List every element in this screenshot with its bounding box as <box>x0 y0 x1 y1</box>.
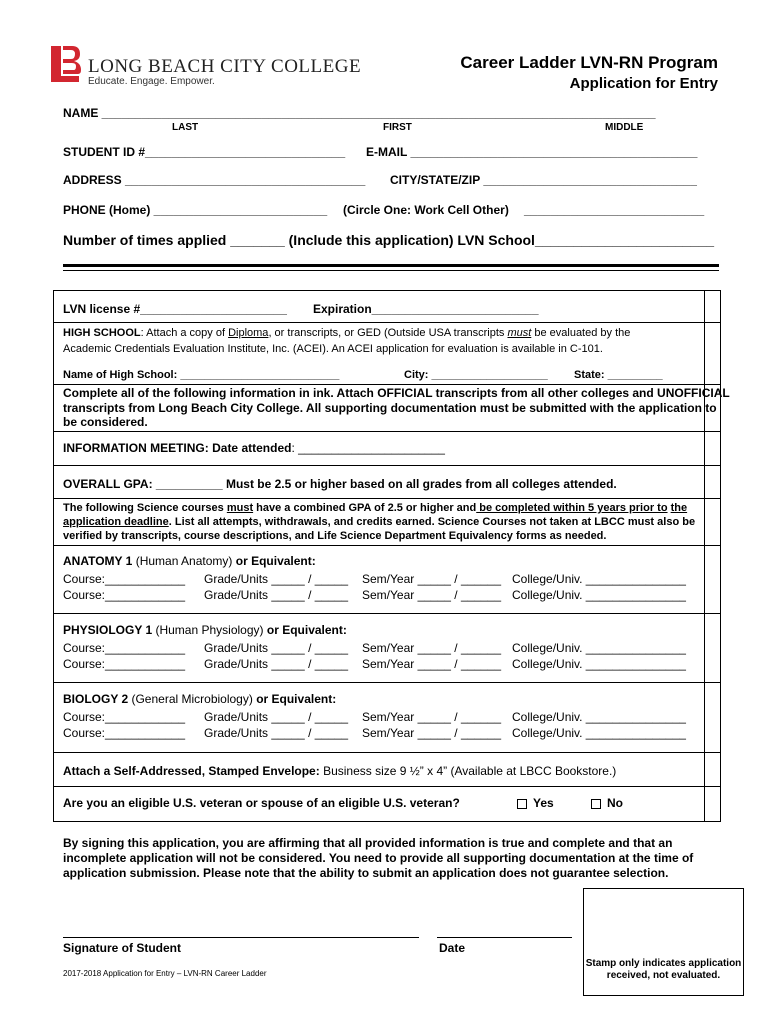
name-sublabel-middle: MIDDLE <box>605 122 644 133</box>
form-subtitle: Application for Entry <box>569 75 718 92</box>
complete-in-ink-instructions: Complete all of the following information in ink. Attach OFFICIAL transcripts from all other colleges and UNOFFICIAL transcripts from Long Beach City College. All supporting documentation must be submitted with the application to be considered. <box>63 386 730 429</box>
course-equiv: or Equivalent: <box>235 554 316 568</box>
physiology-sem-field-2[interactable]: Sem/Year _____ / ______ <box>362 657 502 671</box>
no-label: No <box>607 796 623 810</box>
course-desc: (General Microbiology) <box>128 692 257 706</box>
sci-text-5: . List all attempts, withdrawals, and credits earned. Science Courses not taken at LBCC must also be verified by transcripts, course descriptions, and Life Science Department Equivalency forms as needed. <box>63 516 696 542</box>
no-checkbox[interactable] <box>591 799 601 809</box>
veteran-question: Are you an eligible U.S. veteran or spouse of an eligible U.S. veteran? <box>63 796 460 810</box>
biology-college-field-1[interactable]: College/Univ. _______________ <box>512 710 686 724</box>
high-school-name-field[interactable]: Name of High School: __________________________ <box>63 369 340 381</box>
date-label: Date <box>439 941 466 955</box>
course-equiv: or Equivalent: <box>256 692 337 706</box>
envelope-rest: Business size 9 ½” x 4” (Available at LBCC Bookstore.) <box>319 764 617 778</box>
date-line[interactable] <box>437 937 572 938</box>
course-name: ANATOMY 1 <box>63 554 133 568</box>
sci-text-3: be completed within 5 years prior to <box>476 502 668 514</box>
high-school-city-field[interactable]: City: ___________________ <box>404 369 548 381</box>
sci-text-2: have a combined GPA of 2.5 or higher and <box>253 502 477 514</box>
row-divider <box>53 613 721 614</box>
high-school-state-field[interactable]: State: _________ <box>574 369 663 381</box>
course-desc: (Human Physiology) <box>152 623 267 637</box>
phone-type-field[interactable]: ___________________________ <box>524 203 705 217</box>
college-logo-icon <box>48 44 82 84</box>
biology-grade-field-1[interactable]: Grade/Units _____ / _____ <box>204 710 349 724</box>
anatomy-course-field-1[interactable]: Course:____________ <box>63 572 186 586</box>
info-meeting-field[interactable]: : ______________________ <box>291 441 445 455</box>
anatomy-sem-field-2[interactable]: Sem/Year _____ / ______ <box>362 588 502 602</box>
course-heading-physiology <box>63 623 347 637</box>
footer-note: 2017-2018 Application for Entry – LVN-RN Career Ladder <box>63 969 267 978</box>
info-meeting-text: INFORMATION MEETING: Date attended <box>63 441 292 455</box>
expiration-field[interactable]: Expiration_________________________ <box>313 302 539 316</box>
college-name: LONG BEACH CITY COLLEGE <box>88 56 362 77</box>
row-divider <box>53 431 721 432</box>
info-meeting-label <box>63 441 445 455</box>
course-heading-anatomy <box>63 554 316 568</box>
row-divider <box>53 682 721 683</box>
physiology-college-field-2[interactable]: College/Univ. _______________ <box>512 657 686 671</box>
yes-checkbox[interactable] <box>517 799 527 809</box>
biology-course-field-2[interactable]: Course:____________ <box>63 726 186 740</box>
physiology-sem-field-1[interactable]: Sem/Year _____ / ______ <box>362 641 502 655</box>
hs-text-2: , or transcripts, or GED (Outside USA transcripts <box>268 327 508 339</box>
biology-college-field-2[interactable]: College/Univ. _______________ <box>512 726 686 740</box>
email-field[interactable]: E-MAIL ___________________________________________ <box>366 145 698 159</box>
address-field[interactable]: ADDRESS ____________________________________ <box>63 173 366 187</box>
name-sublabel-first: FIRST <box>383 122 412 133</box>
high-school-label: HIGH SCHOOL <box>63 327 141 339</box>
sci-deadline: the application deadline <box>63 502 688 528</box>
affirmation-statement: By signing this application, you are affirming that all provided information is true and complete and that an incomplete application will not be considered. You need to provide all supporting documentation at the time of application submission. Please note that the ability to submit an application does not guarantee selection. <box>63 836 694 880</box>
hs-text-1: : Attach a copy of <box>140 327 229 339</box>
biology-course-field-1[interactable]: Course:____________ <box>63 710 186 724</box>
biology-sem-field-2[interactable]: Sem/Year _____ / ______ <box>362 726 502 740</box>
envelope-instructions <box>63 764 616 778</box>
stamp-note: Stamp only indicates application received, not evaluated. <box>585 958 742 981</box>
course-equiv: or Equivalent: <box>266 623 347 637</box>
name-field[interactable]: NAME ___________________________________________________________________________________ <box>63 106 656 120</box>
course-name: PHYSIOLOGY 1 <box>63 623 153 637</box>
form-title: Career Ladder LVN-RN Program <box>460 53 718 72</box>
phone-type-note: (Circle One: Work Cell Other) <box>343 203 509 217</box>
row-divider <box>53 752 721 753</box>
course-desc: (Human Anatomy) <box>132 554 236 568</box>
course-heading-biology <box>63 692 336 706</box>
high-school-instructions <box>63 327 630 339</box>
name-sublabel-last: LAST <box>172 122 199 133</box>
row-divider <box>53 786 721 787</box>
veteran-yes-option[interactable] <box>517 796 554 810</box>
biology-grade-field-2[interactable]: Grade/Units _____ / _____ <box>204 726 349 740</box>
phone-field[interactable]: PHONE (Home) __________________________ <box>63 203 328 217</box>
biology-sem-field-1[interactable]: Sem/Year _____ / ______ <box>362 710 502 724</box>
sci-text-1: The following Science courses <box>63 502 227 514</box>
yes-label: Yes <box>533 796 554 810</box>
lvn-license-field[interactable]: LVN license #______________________ <box>63 302 287 316</box>
student-id-field[interactable]: STUDENT ID #______________________________ <box>63 145 346 159</box>
sci-must: must <box>226 502 254 514</box>
anatomy-grade-field-2[interactable]: Grade/Units _____ / _____ <box>204 588 349 602</box>
high-school-acei-note: Academic Credentials Evaluation Institute, Inc. (ACEI). An ACEI application for evaluation is available in C-101. <box>63 343 603 355</box>
science-course-requirements <box>63 501 735 543</box>
envelope-bold: Attach a Self-Addressed, Stamped Envelope: <box>63 764 320 778</box>
course-name: BIOLOGY 2 <box>63 692 129 706</box>
signature-line[interactable] <box>63 937 419 938</box>
anatomy-course-field-2[interactable]: Course:____________ <box>63 588 186 602</box>
overall-gpa-field[interactable]: OVERALL GPA: __________ Must be 2.5 or higher based on all grades from all colleges attended. <box>63 477 617 491</box>
city-state-zip-field[interactable]: CITY/STATE/ZIP ________________________________ <box>390 173 697 187</box>
times-applied-field[interactable]: Number of times applied _______ (Include this application) LVN School_______________________ <box>63 232 715 248</box>
hs-diploma: Diploma <box>228 327 269 339</box>
anatomy-college-field-2[interactable]: College/Univ. _______________ <box>512 588 686 602</box>
signature-label: Signature of Student <box>63 941 181 955</box>
physiology-college-field-1[interactable]: College/Univ. _______________ <box>512 641 686 655</box>
physiology-course-field-1[interactable]: Course:____________ <box>63 641 186 655</box>
veteran-no-option[interactable] <box>591 796 623 810</box>
physiology-course-field-2[interactable]: Course:____________ <box>63 657 186 671</box>
physiology-grade-field-2[interactable]: Grade/Units _____ / _____ <box>204 657 349 671</box>
anatomy-college-field-1[interactable]: College/Univ. _______________ <box>512 572 686 586</box>
anatomy-grade-field-1[interactable]: Grade/Units _____ / _____ <box>204 572 349 586</box>
physiology-grade-field-1[interactable]: Grade/Units _____ / _____ <box>204 641 349 655</box>
row-divider <box>53 384 721 385</box>
row-divider <box>53 498 721 499</box>
section-divider-thin <box>63 270 719 271</box>
row-divider <box>53 322 721 323</box>
section-divider-thick <box>63 264 719 267</box>
anatomy-sem-field-1[interactable]: Sem/Year _____ / ______ <box>362 572 502 586</box>
hs-must: must <box>507 327 532 339</box>
row-divider <box>53 545 721 546</box>
college-tagline: Educate. Engage. Empower. <box>88 76 215 87</box>
hs-text-3: be evaluated by the <box>531 327 631 339</box>
row-divider <box>53 465 721 466</box>
checkbox-column-divider <box>704 290 705 822</box>
